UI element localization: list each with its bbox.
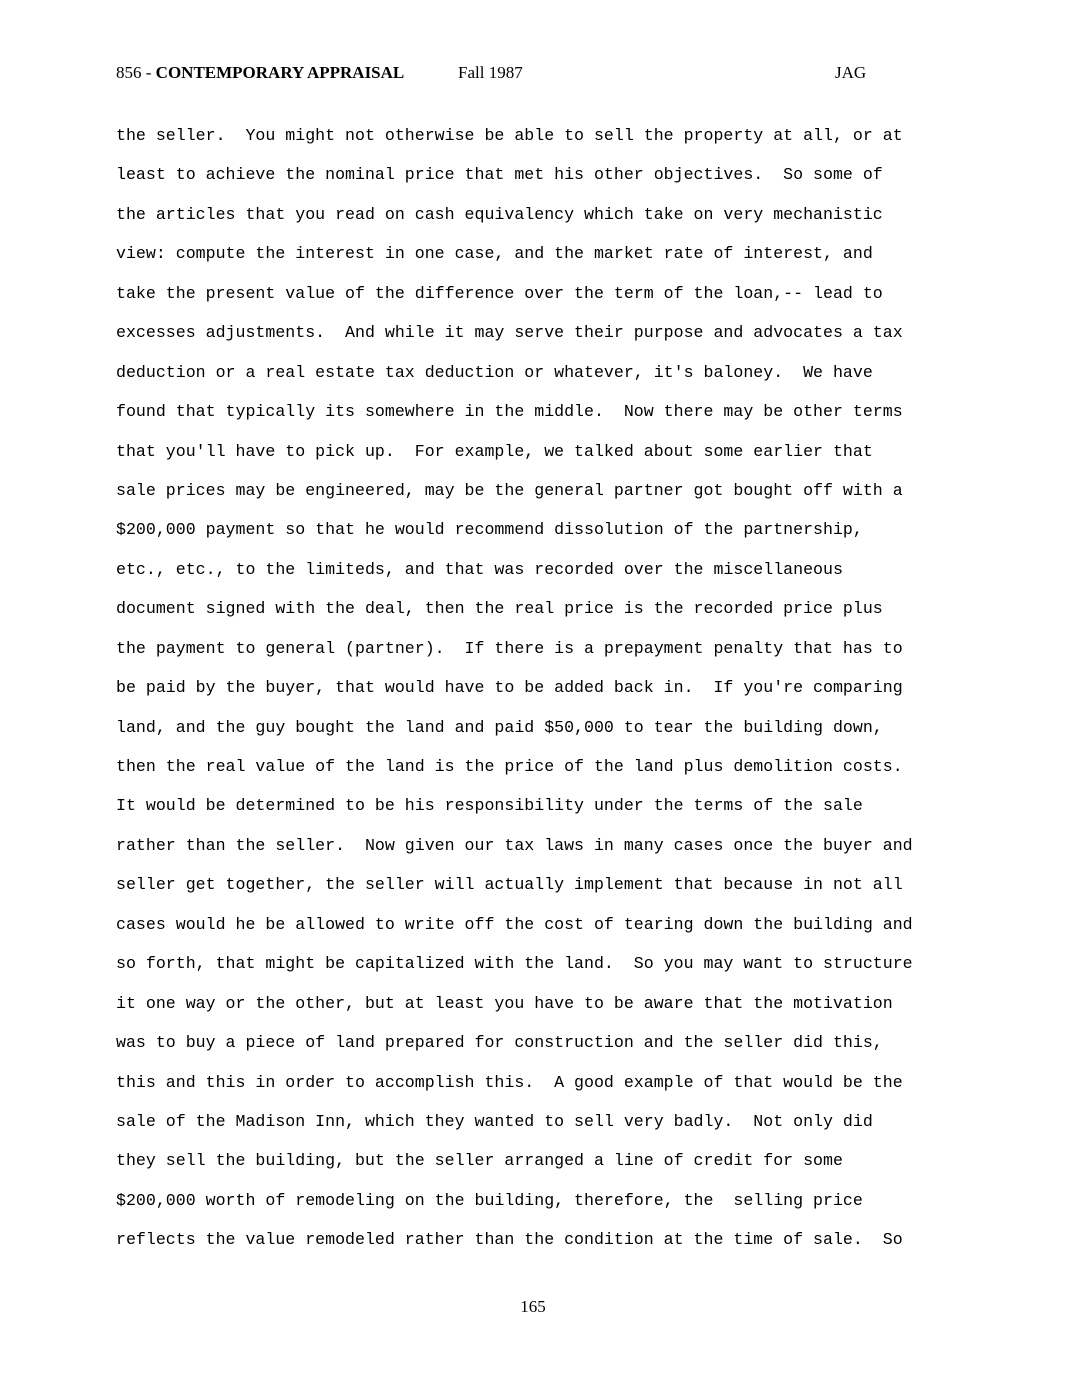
body-line: $200,000 payment so that he would recommend dissolution of the partnership, <box>116 520 863 540</box>
body-line: it one way or the other, but at least you have to be aware that the motivation <box>116 993 893 1013</box>
body-line: sale prices may be engineered, may be the general partner got bought off with a <box>116 480 903 500</box>
body-line: be paid by the buyer, that would have to be added back in. If you're comparing <box>116 678 903 698</box>
body-line: take the present value of the difference over the term of the loan,-- lead to <box>116 283 883 303</box>
body-line: $200,000 worth of remodeling on the building, therefore, the selling price <box>116 1190 863 1210</box>
body-line: etc., etc., to the limiteds, and that was recorded over the miscellaneous <box>116 559 843 579</box>
course-number: 856 - <box>116 63 156 82</box>
body-line: was to buy a piece of land prepared for construction and the seller did this, <box>116 1033 883 1053</box>
body-line: document signed with the deal, then the real price is the recorded price plus <box>116 599 883 619</box>
body-line: It would be determined to be his responsibility under the terms of the sale <box>116 796 863 816</box>
page-number: 165 <box>520 1297 546 1316</box>
body-line: land, and the guy bought the land and paid $50,000 to tear the building down, <box>116 717 883 737</box>
transcript-body <box>116 122 996 1266</box>
author-initials: JAG <box>835 63 867 82</box>
body-line: found that typically its somewhere in the middle. Now there may be other terms <box>116 402 903 422</box>
body-line: view: compute the interest in one case, and the market rate of interest, and <box>116 244 873 264</box>
body-line: rather than the seller. Now given our tax laws in many cases once the buyer and <box>116 835 913 855</box>
body-line: seller get together, the seller will actually implement that because in not all <box>116 875 903 895</box>
course-heading <box>116 62 404 84</box>
term-label: Fall 1987 <box>458 63 523 82</box>
body-line: they sell the building, but the seller arranged a line of credit for some <box>116 1151 843 1171</box>
body-line: deduction or a real estate tax deduction or whatever, it's baloney. We have <box>116 362 873 382</box>
body-line: the payment to general (partner). If there is a prepayment penalty that has to <box>116 638 903 658</box>
body-line: this and this in order to accomplish this. A good example of that would be the <box>116 1072 903 1092</box>
body-line: sale of the Madison Inn, which they wanted to sell very badly. Not only did <box>116 1111 873 1131</box>
body-line: then the real value of the land is the price of the land plus demolition costs. <box>116 757 903 776</box>
body-line: the articles that you read on cash equivalency which take on very mechanistic <box>116 204 883 224</box>
body-line: that you'll have to pick up. For example, we talked about some earlier that <box>116 441 873 461</box>
course-title: CONTEMPORARY APPRAISAL <box>155 63 405 82</box>
page-header <box>116 62 976 86</box>
body-line: least to achieve the nominal price that met his other objectives. So some of <box>116 165 883 185</box>
body-line: the seller. You might not otherwise be able to sell the property at all, or at <box>116 126 903 145</box>
body-line: reflects the value remodeled rather than the condition at the time of sale. So <box>116 1230 903 1250</box>
body-line: excesses adjustments. And while it may serve their purpose and advocates a tax <box>116 323 903 343</box>
body-line: so forth, that might be capitalized with the land. So you may want to structure <box>116 954 913 974</box>
body-line: cases would he be allowed to write off the cost of tearing down the building and <box>116 914 913 934</box>
